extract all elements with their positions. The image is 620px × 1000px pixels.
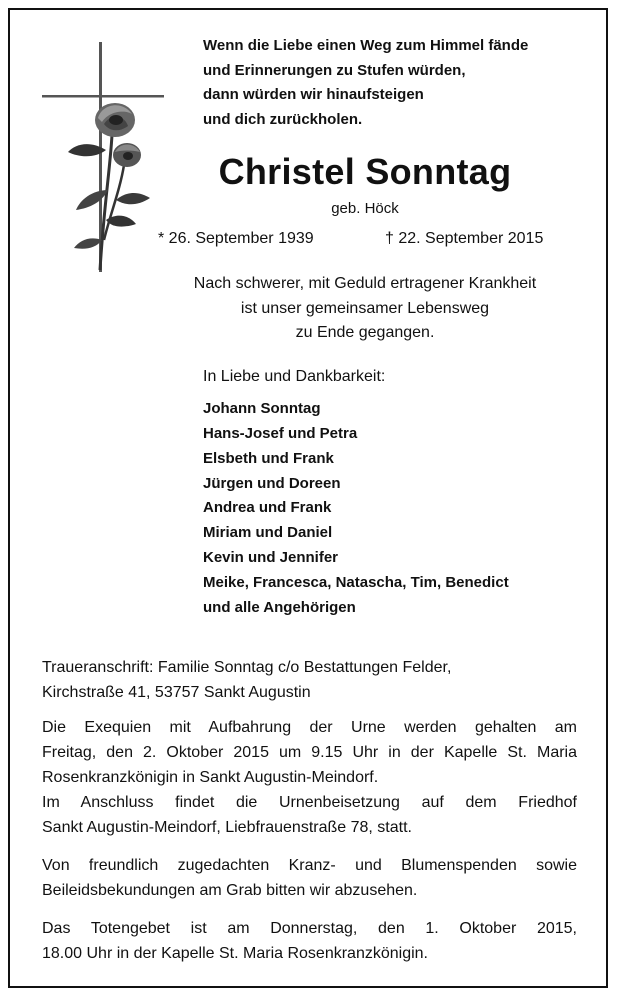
mourner-name: Elsbeth und Frank <box>203 449 334 467</box>
exequies-line: Im Anschluss findet die Urnenbeisetzung auf dem Friedhof <box>42 794 577 811</box>
donations-line: Beileidsbekundungen am Grab bitten wir abzusehen. <box>42 882 418 899</box>
prayer-paragraph <box>42 916 577 966</box>
exequies-paragraph <box>42 715 577 840</box>
mourner-name: und alle Angehörigen <box>203 598 356 616</box>
exequies-line: Freitag, den 2. Oktober 2015 um 9.15 Uhr in der Kapelle St. Maria <box>42 744 577 761</box>
mourners-list <box>203 397 509 621</box>
mourner-name: Andrea und Frank <box>203 499 332 517</box>
mourner-name: Meike, Francesca, Natascha, Tim, Benedict <box>203 573 509 591</box>
prayer-line: 18.00 Uhr in der Kapelle St. Maria Rosenkranzkönigin. <box>42 945 428 962</box>
illness-line: Nach schwerer, mit Geduld ertragener Krankheit <box>193 275 537 292</box>
mourner-name: Johann Sonntag <box>203 400 321 417</box>
poem-line: dann würden wir hinaufsteigen <box>203 86 424 104</box>
illness-line: zu Ende gegangen. <box>295 324 435 341</box>
birth-date: * 26. September 1939 <box>158 230 314 247</box>
mourner-name: Kevin und Jennifer <box>203 549 339 567</box>
mourners-intro: In Liebe und Dankbarkeit: <box>203 368 386 385</box>
address-line: Kirchstraße 41, 53757 Sankt Augustin <box>42 684 311 701</box>
illness-line: ist unser gemeinsamer Lebensweg <box>240 299 490 317</box>
address-line: Traueranschrift: Familie Sonntag c/o Bestattungen Felder, <box>42 659 452 676</box>
prayer-line: Das Totengebet ist am Donnerstag, den 1. Oktober 2015, <box>42 920 577 937</box>
poem-line: Wenn die Liebe einen Weg zum Himmel fände <box>203 37 529 54</box>
illness-statement <box>150 272 580 346</box>
mourner-name: Jürgen und Doreen <box>203 474 341 492</box>
poem-line: und dich zurückholen. <box>203 111 363 129</box>
exequies-line: Sankt Augustin-Meindorf, Liebfrauenstraße 78, statt. <box>42 819 412 836</box>
poem <box>203 34 593 133</box>
mourner-name: Miriam und Daniel <box>203 524 333 542</box>
exequies-line: Rosenkranzkönigin in Sankt Augustin-Meindorf. <box>42 769 379 786</box>
deceased-name: Christel Sonntag <box>218 151 512 192</box>
death-date: † 22. September 2015 <box>385 230 544 247</box>
poem-line: und Erinnerungen zu Stufen würden, <box>203 61 466 79</box>
donations-paragraph <box>42 853 577 903</box>
donations-line: Von freundlich zugedachten Kranz- und Blumenspenden sowie <box>42 857 577 874</box>
exequies-line: Die Exequien mit Aufbahrung der Urne werden gehalten am <box>42 719 577 736</box>
cross-with-rose-icon <box>40 40 170 280</box>
maiden-name: geb. Höck <box>331 200 399 217</box>
mourner-name: Hans-Josef und Petra <box>203 424 358 442</box>
mourning-address <box>42 655 577 705</box>
